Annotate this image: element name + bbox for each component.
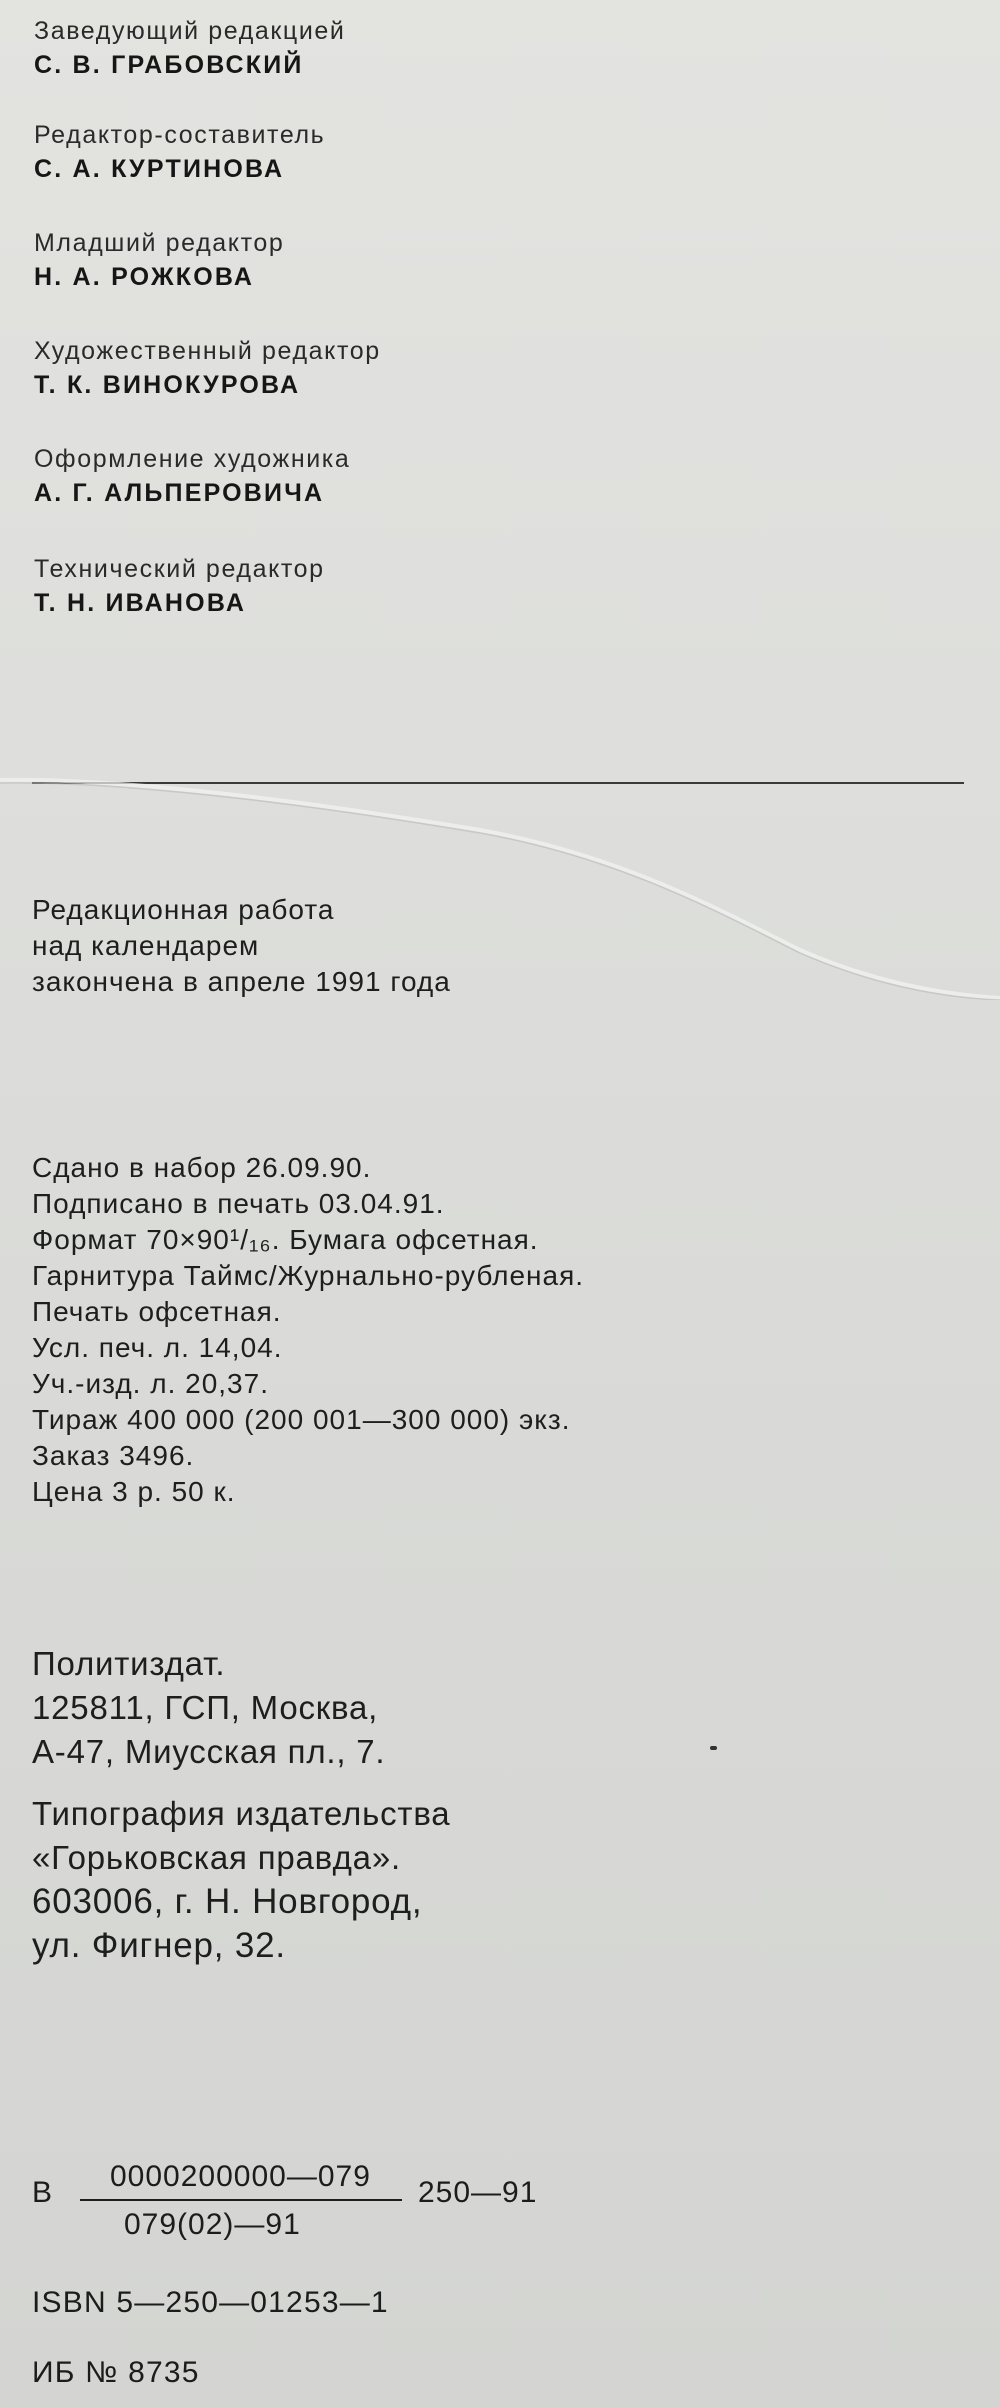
print-detail-line: Печать офсетная. (32, 1296, 282, 1327)
printer-line: «Горьковская правда». (32, 1839, 401, 1876)
credit-name: С. В. ГРАБОВСКИЙ (34, 51, 304, 79)
publisher-line: 125811, ГСП, Москва, (32, 1689, 379, 1726)
isbn: ISBN 5—250—01253—1 (32, 2286, 389, 2319)
print-detail-line: Тираж 400 000 (200 001—300 000) экз. (32, 1404, 571, 1435)
editorial-note-line: Редакционная работа (32, 894, 335, 925)
printer-line: Типография издательства (32, 1795, 451, 1832)
credit-role: Художественный редактор (34, 337, 381, 365)
print-details (32, 1150, 584, 1510)
credit-role: Оформление художника (34, 445, 351, 473)
print-detail-line: Цена 3 р. 50 к. (32, 1476, 236, 1507)
catalog-letter: В (32, 2176, 53, 2209)
catalog-denominator: 079(02)—91 (124, 2208, 301, 2241)
fraction-bar (80, 2199, 402, 2201)
catalog-numerator: 0000200000—079 (110, 2160, 371, 2193)
credit-5 (34, 554, 325, 618)
ink-speck (710, 1746, 717, 1750)
print-detail-line: Формат 70×90¹/₁₆. Бумага офсетная. (32, 1224, 539, 1255)
credit-name: Н. А. РОЖКОВА (34, 263, 255, 291)
publisher (32, 1642, 385, 1774)
credit-2 (34, 228, 284, 292)
divider-rule (32, 782, 964, 784)
print-detail-line: Сдано в набор 26.09.90. (32, 1152, 372, 1183)
printer-line: 603006, г. Н. Новгород, (32, 1882, 423, 1921)
publisher-line: А-47, Миусская пл., 7. (32, 1733, 386, 1770)
credit-0 (34, 16, 345, 80)
credit-3 (34, 336, 381, 400)
credit-role: Заведующий редакцией (34, 17, 346, 45)
credit-name: Т. Н. ИВАНОВА (34, 589, 247, 617)
print-detail-line: Гарнитура Таймс/Журнально-рубленая. (32, 1260, 585, 1291)
printer (32, 1792, 450, 1968)
print-detail-line: Усл. печ. л. 14,04. (32, 1332, 283, 1363)
credit-role: Редактор-составитель (34, 121, 326, 149)
credit-name: Т. К. ВИНОКУРОВА (34, 371, 301, 399)
editorial-note-line: закончена в апреле 1991 года (32, 966, 451, 997)
credit-role: Технический редактор (34, 555, 325, 583)
print-detail-line: Подписано в печать 03.04.91. (32, 1188, 445, 1219)
credit-name: С. А. КУРТИНОВА (34, 155, 285, 183)
catalog-code (32, 2160, 652, 2270)
print-detail-line: Заказ 3496. (32, 1440, 195, 1471)
print-detail-line: Уч.-изд. л. 20,37. (32, 1368, 269, 1399)
editorial-note (32, 892, 451, 1000)
editorial-note-line: над календарем (32, 930, 260, 961)
publisher-line: Политиздат. (32, 1645, 226, 1682)
credit-4 (34, 444, 350, 508)
catalog-right: 250—91 (418, 2176, 538, 2209)
credit-name: А. Г. АЛЬПЕРОВИЧА (34, 479, 325, 507)
printer-line: ул. Фигнер, 32. (32, 1926, 286, 1965)
ib-number: ИБ № 8735 (32, 2356, 200, 2389)
credit-1 (34, 120, 325, 184)
credit-role: Младший редактор (34, 229, 285, 257)
